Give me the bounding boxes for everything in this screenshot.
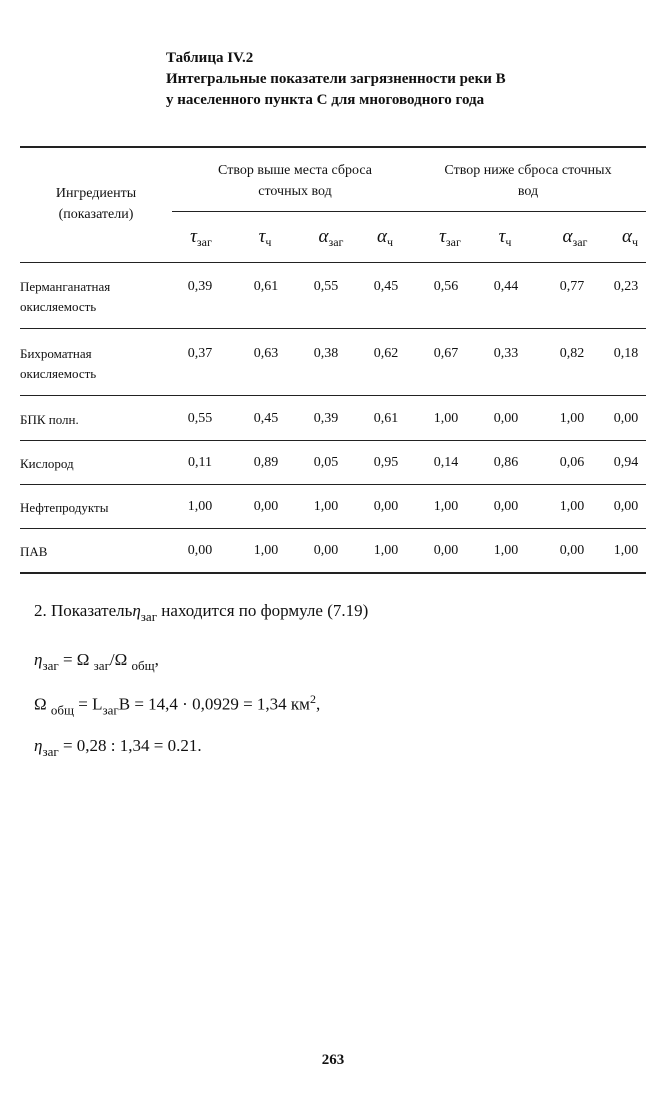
table-caption [166,48,506,111]
table-cell: 0,89 [253,455,279,470]
table-cell: 0,45 [253,411,279,426]
table-number: Таблица IV.2 [166,50,254,66]
table-cell: 0,67 [433,346,459,361]
table-cell: 0,00 [493,499,519,514]
table-cell: 0,63 [253,346,279,361]
table-cell: 0,61 [373,411,399,426]
row-divider [20,484,646,485]
table-bottom-rule [20,572,646,574]
table-cell: 0,56 [433,279,459,294]
row-divider [20,440,646,441]
table-cell: 1,00 [493,543,519,558]
table-cell: 0,00 [433,543,459,558]
column-header-alpha-ch-up: $\alpha_ч$ [376,226,394,249]
table-cell: 0,00 [253,499,279,514]
table-cell: 0,05 [313,455,339,470]
row-divider [20,528,646,529]
column-header-tau-ch-down: $\tau_ч$ [498,226,512,249]
formula-eta-result: $\eta_{заг} = 0,28$ : 1,34 = 0.21. [34,736,202,759]
table-cell: 0,39 [313,411,339,426]
table-cell: 0,62 [373,346,399,361]
table-title-line-2: у населенного пункта С для многоводного года [166,92,485,108]
ingredients-header-line-2: (показатели) [58,207,134,222]
group-downstream-line-2: вод [517,184,539,199]
table-cell: 0,44 [493,279,519,294]
page-number: 263 [321,1052,345,1068]
table-cell: 1,00 [373,543,399,558]
table-cell: 0,33 [493,346,519,361]
table-cell: 0,11 [188,455,212,470]
table-cell: 0,37 [187,346,213,361]
group-upstream-line-1: Створ выше места сброса [218,163,372,178]
table-cell: 1,00 [433,499,459,514]
table-cell: 0,00 [373,499,399,514]
formula-omega-total: Ω $_{общ} = L_{заг}B = 14,4 \cdot 0,0929 = 1,34$ $км^2$, [34,692,321,718]
table-cell: 1,00 [313,499,339,514]
table-cell: 0,00 [493,411,519,426]
ingredients-header [36,183,156,225]
table-cell: 1,00 [559,411,585,426]
table-cell: 0,00 [613,499,639,514]
table-cell: 0,86 [493,455,519,470]
table-cell: 1,00 [187,499,213,514]
table-cell: 0,00 [613,411,639,426]
ingredients-header-line-1: Ингредиенты [55,186,137,201]
table-cell: 0,39 [187,279,213,294]
table-cell: 1,00 [613,543,639,558]
table-cell: 0,55 [187,411,213,426]
group-downstream-line-1: Створ ниже сброса сточных [444,163,612,178]
formula-eta-definition: $\eta_{заг} = \Omega$ $_{заг}$/Ω $_{общ}$, [34,650,159,673]
column-header-alpha-zag-up: $\alpha_{заг}$ [318,226,344,249]
row-label: ПАВ [20,544,48,559]
column-header-alpha-zag-down: $\alpha_{заг}$ [562,226,588,249]
table-cell: 1,00 [559,499,585,514]
group-header-upstream [180,160,410,202]
table-cell: 0,61 [253,279,279,294]
column-header-alpha-ch-down: $\alpha_ч$ [621,226,639,249]
row-label: БПК полн. [20,412,79,427]
table-cell: 1,00 [253,543,279,558]
row-label: Кислород [20,456,74,471]
row-divider [20,395,646,396]
table-cell: 0,18 [613,346,639,361]
table-cell: 0,77 [559,279,585,294]
group-upstream-line-2: сточных вод [258,184,332,199]
table-cell: 0,00 [187,543,213,558]
group-header-downstream [412,160,644,202]
table-cell: 0,06 [559,455,585,470]
table-top-rule [20,146,646,148]
table-cell: 0,45 [373,279,399,294]
row-label: Нефтепродукты [20,500,109,515]
row-label: Перманганатная окисляемость [20,279,111,314]
table-cell: 0,82 [559,346,585,361]
table-cell: 0,38 [313,346,339,361]
table-cell: 0,55 [313,279,339,294]
table-cell: 0,00 [313,543,339,558]
table-title-line-1: Интегральные показатели загрязненности реки В [166,71,506,87]
table-cell: 0,95 [373,455,399,470]
header-bottom-rule [20,262,646,263]
table-cell: 0,94 [613,455,639,470]
text-line-indicator-intro: 2. Показательη$_{заг}$ находится по формуле (7.19) [34,601,369,624]
column-header-tau-ch-up: $\tau_ч$ [258,226,272,249]
row-label: Бихроматная окисляемость [20,346,97,381]
header-subrule [172,211,646,212]
row-divider [20,328,646,329]
table-cell: 0,14 [433,455,459,470]
column-header-tau-zag-up: $\tau_{заг}$ [190,226,212,249]
column-header-tau-zag-down: $\tau_{заг}$ [439,226,461,249]
table-cell: 0,00 [559,543,585,558]
table-cell: 1,00 [433,411,459,426]
table-cell: 0,23 [613,279,639,294]
